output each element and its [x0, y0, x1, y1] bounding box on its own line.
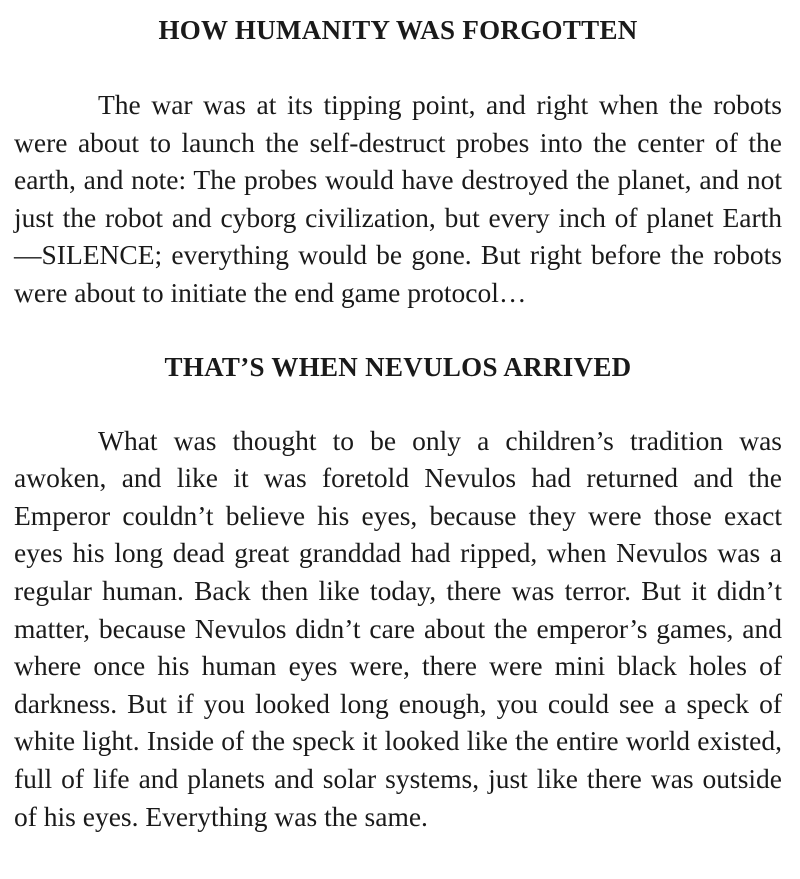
section-heading-humanity-forgotten: HOW HUMANITY WAS FORGOTTEN	[158, 15, 638, 45]
section-paragraph-war: The war was at its tipping point, and right when the robots were about to launch the self-destruct probes into the center of the earth, and note: The probes would have destroyed the planet, and not just the robot and cyborg civilization, but every inch of planet Earth—SILENCE; everything would be gone. But right before the robots were about to initiate the end game protocol…	[14, 89, 782, 308]
section-heading-nevulos-arrived: THAT’S WHEN NEVULOS ARRIVED	[164, 351, 632, 382]
section-paragraph-nevulos: What was thought to be only a children’s tradition was awoken, and like it was foretold Nevulos had returned and the Emperor couldn’t believe his eyes, because they were those exact eyes his long dead great granddad had ripped, when Nevulos was a regular human. Back then like today, there was terror. But it didn’t matter, because Nevulos didn’t care about the emperor’s games, and where once his human eyes were, there were mini black holes of darkness. But if you looked long enough, you could see a speck of white light. Inside of the speck it looked like the entire world existed, full of life and planets and solar systems, just like there was outside of his eyes. Everything was the same.	[14, 424, 782, 832]
document-page	[14, 0, 782, 835]
